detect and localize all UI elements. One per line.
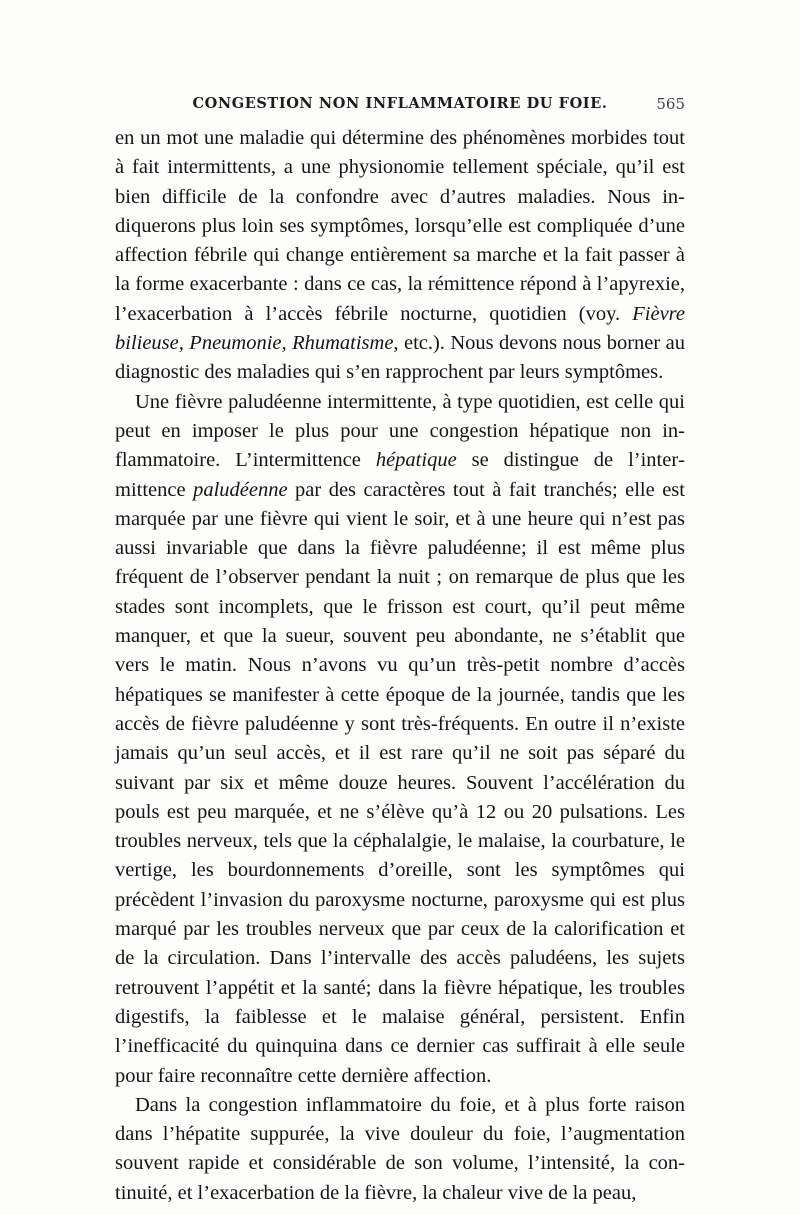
paragraph-1 — [115, 124, 685, 388]
paragraph-3 — [115, 1091, 685, 1208]
running-title: CONGESTION NON INFLAMMATOIRE DU FOIE. — [192, 95, 608, 112]
body-text — [115, 124, 685, 1208]
text-run: en un mot une maladie qui détermine des phénomènes morbides tout à fait intermittents, a une physionomie tellement spéciale, qu’il est bien difficile de la confondre avec d’autres maladies. Nous indiquerons plus loin ses symptômes, lorsqu’elle est compliquée d’une affection fébrile qui change entièrement sa marche et la fait passer à la forme exacerbante : dans ce cas, la rémittence répond à l’apyrexie, l’exacerbation à l’accès fébrile nocturne, quotidien (voy. — [115, 127, 685, 325]
running-head — [115, 92, 685, 116]
page-number: 565 — [656, 95, 685, 113]
text-run: se distingue de l’intermittence — [115, 449, 685, 501]
italic-cross-reference: Fièvre bilieuse, Pneumonie, Rhumatisme, — [115, 302, 685, 355]
italic-term-paludeenne: paludéenne — [193, 478, 288, 501]
italic-term-hepatique: hépatique — [375, 449, 457, 472]
text-run: Une fièvre paludéenne intermittente, à type quotidien, est celle qui peut en imposer le plus pour une congestion hépatique non inflammatoire. L’intermittence — [115, 390, 685, 472]
paragraph-2 — [115, 388, 685, 1091]
text-run: etc.). Nous devons nous borner au diagnostic des maladies qui s’en rapprochent par leurs symptômes. — [115, 332, 685, 384]
text-run: par des caractères tout à fait tranchés; elle est marquée par une fièvre qui vient le soir, et à une heure qui n’est pas aussi invariable que dans la fièvre paludéenne; il est même plus fréquent de l’observer pendant la nuit ; on remarque de plus que les stades sont incomplets, que le frisson est court, qu’il peut même manquer, et que la sueur, souvent peu abondante, ne s’établit que vers le matin. Nous n’avons vu qu’un très-petit nombre d’accès hépatiques se manifester à cette époque de la journée, tandis que les accès de fièvre paludéenne y sont très-fréquents. En outre il n’existe jamais qu’un seul accès, et il est rare qu’il ne soit pas séparé du suivant par six et même douze heures. Souvent l’accélération du pouls est peu marquée, et ne s’élève qu’à 12 ou 20 pulsations. Les troubles nerveux, tels que la céphalalgie, le malaise, la courbature, le vertige, les bourdonnements d’oreille, sont les symptômes qui précèdent l’invasion du paroxysme nocturne, paroxysme qui est plus marqué par les troubles nerveux que par ceux de la calorification et de la circulation. Dans l’intervalle des accès paludéens, les sujets retrouvent l’appétit et la santé; dans la fièvre hépatique, les troubles digestifs, la faiblesse et le malaise général, persistent. Enfin l’inefficacité du quinquina dans ce dernier cas suffirait à elle seule pour faire reconnaître cette dernière affection. — [115, 478, 685, 1087]
text-run: Dans la congestion inflammatoire du foie, et à plus forte raison dans l’hépatite suppurée, la vive douleur du foie, l’augmentation souvent rapide et considérable de son volume, l’intensité, la continuité, et l’exacerbation de la fièvre, la chaleur vive de la peau, — [115, 1093, 685, 1204]
